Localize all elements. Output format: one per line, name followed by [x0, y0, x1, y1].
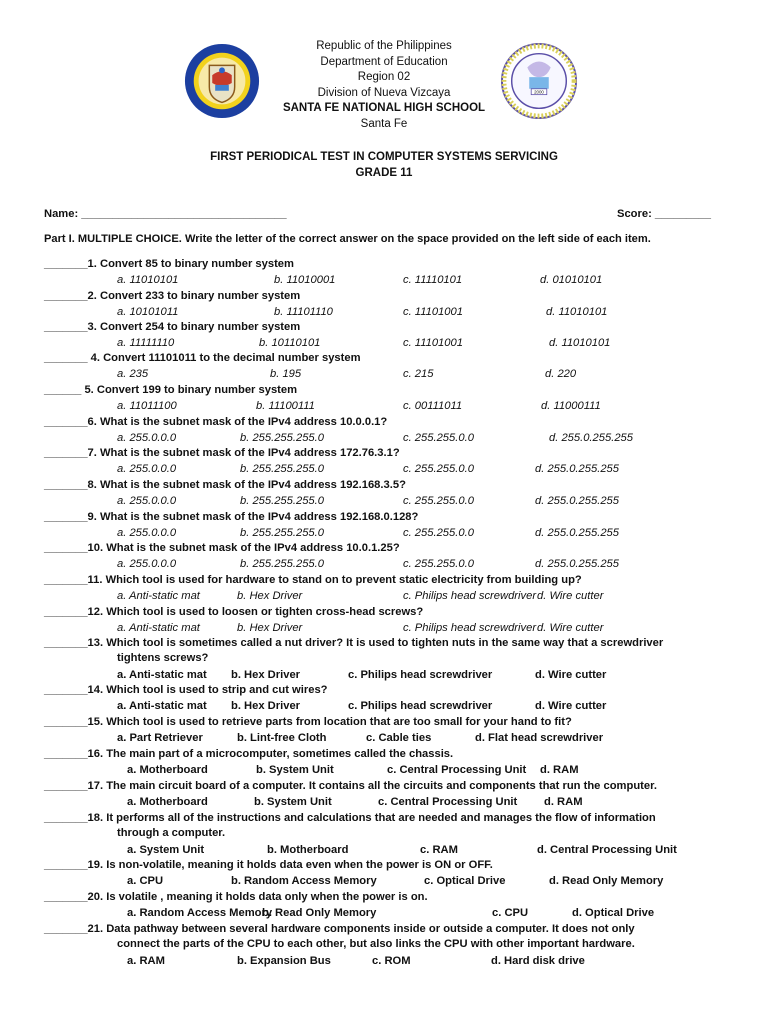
answer-choice: d. Wire cutter [537, 590, 604, 602]
answer-choice: a. 255.0.0.0 [117, 495, 177, 507]
answer-choice: b. Motherboard [267, 844, 349, 856]
question-text: _______15. Which tool is used to retrieve parts from location that are too small for your hand to fit? [44, 716, 572, 728]
answer-choice: d. 255.0.255.255 [535, 463, 619, 475]
question-text: _______21. Data pathway between several hardware components inside or outside a computer. It does not only [44, 923, 635, 935]
answer-choice: b. Hex Driver [231, 700, 301, 712]
question-text: _______1. Convert 85 to binary number system [44, 258, 294, 270]
answer-choice: c. 255.255.0.0 [403, 432, 474, 444]
school-name: SANTA FE NATIONAL HIGH SCHOOL [282, 102, 486, 114]
answer-choice: d. 220 [545, 368, 577, 380]
letterhead-line-2: Department of Education [320, 55, 448, 68]
answer-choice: b. System Unit [254, 796, 332, 808]
letterhead-line-1: Republic of the Philippines [316, 40, 452, 52]
answer-choice: d. 11010101 [549, 337, 611, 349]
question-text-continued: tightens screws? [117, 652, 209, 664]
answer-choice: c. 215 [403, 368, 434, 380]
answer-choice: b. Lint-free Cloth [237, 732, 327, 744]
answer-choice: c. ROM [372, 955, 411, 967]
answer-choice: a. Anti-static mat [117, 622, 200, 634]
question-text: _______18. It performs all of the instructions and calculations that are needed and manages the flow of information [44, 812, 656, 824]
answer-choice: b. Random Access Memory [231, 875, 377, 887]
letterhead-line-6: Santa Fe [360, 117, 408, 130]
school-seal-year: 2000 [534, 89, 544, 95]
grade-level: GRADE 11 [355, 167, 413, 179]
answer-choice: b. Expansion Bus [237, 955, 331, 967]
answer-choice: d. RAM [540, 764, 579, 776]
question-text: _______6. What is the subnet mask of the IPv4 address 10.0.0.1? [44, 416, 388, 428]
answer-choice: d. 255.0.255.255 [535, 527, 619, 539]
answer-choice: a. 10101011 [117, 306, 179, 318]
answer-choice: c. Philips head screwdriver [403, 622, 537, 634]
answer-choice: c. 255.255.0.0 [403, 527, 474, 539]
answer-choice: c. CPU [492, 907, 529, 919]
answer-choice: b. Hex Driver [237, 590, 303, 602]
question-text: _______8. What is the subnet mask of the IPv4 address 192.168.3.5? [44, 479, 406, 491]
question-text: _______ 4. Convert 11101011 to the decimal number system [44, 352, 361, 364]
question-text: _______12. Which tool is used to loosen or tighten cross-head screws? [44, 606, 424, 618]
answer-choice: a. 11011100 [117, 400, 177, 412]
answer-choice: d. Wire cutter [535, 700, 607, 712]
instructions: Part I. MULTIPLE CHOICE. Write the letter of the correct answer on the space provided on the left side of each item. [44, 233, 651, 245]
question-text: _______14. Which tool is used to strip and cut wires? [44, 684, 328, 696]
answer-choice: d. Flat head screwdriver [475, 732, 604, 744]
answer-choice: b. Read Only Memory [262, 907, 377, 919]
question-text: _______13. Which tool is sometimes called a nut driver? It is used to tighten nuts in the same way that a screwdriver [44, 637, 664, 649]
answer-choice: d. 255.0.255.255 [535, 558, 619, 570]
question-text: _______2. Convert 233 to binary number system [44, 290, 301, 302]
answer-choice: d. 255.0.255.255 [535, 495, 619, 507]
answer-choice: c. Central Processing Unit [387, 764, 527, 776]
answer-choice: c. 255.255.0.0 [403, 558, 474, 570]
answer-choice: c. 00111011 [403, 400, 463, 412]
answer-choice: d. Wire cutter [535, 669, 607, 681]
question-text: ______ 5. Convert 199 to binary number system [44, 384, 298, 396]
answer-choice: c. RAM [420, 844, 458, 856]
answer-choice: a. System Unit [127, 844, 205, 856]
letterhead [0, 39, 768, 132]
answer-choice: c. 11101001 [403, 337, 463, 349]
answer-choice: b. 11100111 [256, 400, 315, 412]
answer-choice: a. Motherboard [127, 796, 208, 808]
answer-choice: b. 195 [270, 368, 302, 380]
question-text-continued: through a computer. [117, 827, 226, 839]
answer-choice: c. 255.255.0.0 [403, 463, 474, 475]
answer-choice: d. RAM [544, 796, 583, 808]
answer-choice: c. 11101001 [403, 306, 463, 318]
answer-choice: a. Anti-static mat [117, 669, 207, 681]
answer-choice: d. 255.0.255.255 [549, 432, 633, 444]
answer-choice: c. Central Processing Unit [378, 796, 518, 808]
answer-choice: c. 255.255.0.0 [403, 495, 474, 507]
answer-choice: b. 255.255.255.0 [240, 558, 324, 570]
answer-choice: a. Anti-static mat [117, 590, 200, 602]
answer-choice: b. 255.255.255.0 [240, 432, 324, 444]
answer-choice: c. Cable ties [366, 732, 432, 744]
letterhead-line-4: Division of Nueva Vizcaya [317, 86, 451, 99]
question-text: _______20. Is volatile , meaning it holds data only when the power is on. [44, 891, 428, 903]
answer-choice: b. 255.255.255.0 [240, 463, 324, 475]
answer-choice: c. Philips head screwdriver [403, 590, 537, 602]
answer-choice: a. 255.0.0.0 [117, 558, 177, 570]
question-text: _______19. Is non-volatile, meaning it holds data even when the power is ON or OFF. [44, 859, 493, 871]
answer-choice: a. Random Access Memory [127, 907, 273, 919]
answer-choice: a. 11111110 [117, 337, 175, 349]
answer-choice: d. Wire cutter [537, 622, 604, 634]
answer-choice: b. Hex Driver [237, 622, 303, 634]
answer-choice: d. Optical Drive [572, 907, 655, 919]
answer-choice: c. 11110101 [403, 274, 463, 286]
answer-choice: d. 11000111 [541, 400, 601, 412]
answer-choice: a. 255.0.0.0 [117, 463, 177, 475]
question-text: _______3. Convert 254 to binary number system [44, 321, 301, 333]
answer-choice: b. 255.255.255.0 [240, 527, 324, 539]
name-field: Name: _________________________________ [44, 208, 287, 220]
answer-choice: b. 11101110 [274, 306, 333, 318]
answer-choice: a. RAM [127, 955, 165, 967]
test-title: FIRST PERIODICAL TEST IN COMPUTER SYSTEMS SERVICING [210, 151, 558, 163]
answer-choice: c. Optical Drive [424, 875, 506, 887]
answer-choice: d. Hard disk drive [491, 955, 585, 967]
question-text: _______11. Which tool is used for hardware to stand on to prevent static electricity from building up? [44, 574, 582, 586]
question-text-continued: connect the parts of the CPU to each other, but also links the CPU with other important hardware. [117, 938, 635, 950]
score-field: Score: _________ [617, 208, 711, 220]
answer-choice: b. Hex Driver [231, 669, 301, 681]
answer-choice: a. 11010101 [117, 274, 179, 286]
answer-choice: d. 11010101 [546, 306, 608, 318]
question-text: _______10. What is the subnet mask of the IPv4 address 10.0.1.25? [44, 542, 400, 554]
answer-choice: c. Philips head screwdriver [348, 669, 493, 681]
answer-choice: d. Read Only Memory [549, 875, 664, 887]
answer-choice: c. Philips head screwdriver [348, 700, 493, 712]
answer-choice: b. 10110101 [259, 337, 321, 349]
question-text: _______16. The main part of a microcomputer, sometimes called the chassis. [44, 748, 454, 760]
answer-choice: a. 255.0.0.0 [117, 432, 177, 444]
answer-choice: b. System Unit [256, 764, 334, 776]
answer-choice: a. 255.0.0.0 [117, 527, 177, 539]
answer-choice: a. CPU [127, 875, 164, 887]
question-text: _______17. The main circuit board of a computer. It contains all the circuits and components that run the computer. [44, 780, 657, 792]
answer-choice: a. Part Retriever [117, 732, 203, 744]
answer-choice: a. Motherboard [127, 764, 208, 776]
answer-choice: a. Anti-static mat [117, 700, 207, 712]
letterhead-line-3: Region 02 [357, 71, 411, 83]
answer-choice: b. 11010001 [274, 274, 336, 286]
answer-choice: d. Central Processing Unit [537, 844, 677, 856]
answer-choice: d. 01010101 [540, 274, 603, 286]
question-text: _______7. What is the subnet mask of the IPv4 address 172.76.3.1? [44, 447, 400, 459]
answer-choice: a. 235 [117, 368, 149, 380]
question-text: _______9. What is the subnet mask of the IPv4 address 192.168.0.128? [44, 511, 419, 523]
answer-choice: b. 255.255.255.0 [240, 495, 324, 507]
